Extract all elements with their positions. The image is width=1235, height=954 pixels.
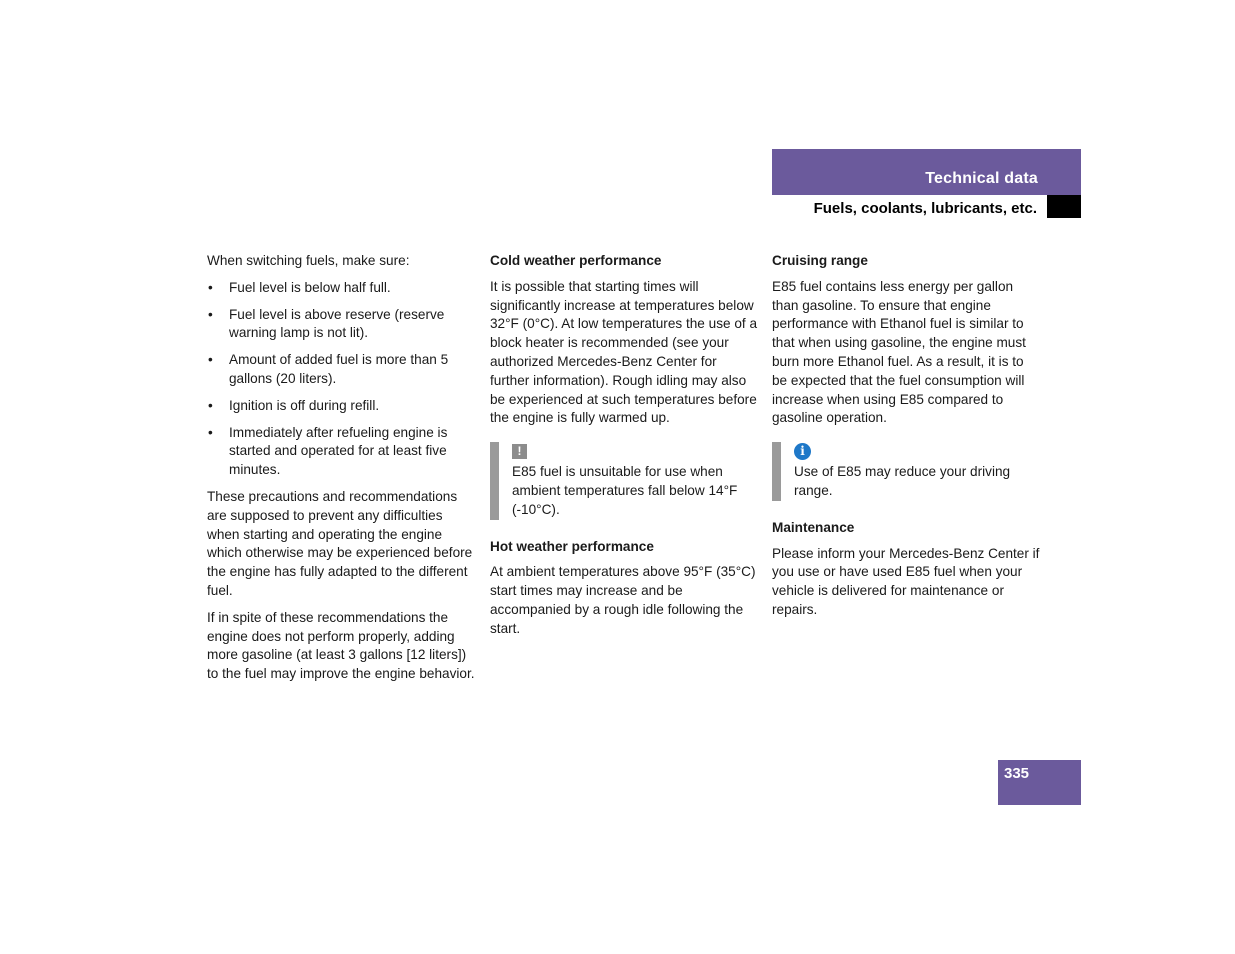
list-item: • Fuel level is above reserve (reserve warning lamp is not lit).	[207, 306, 477, 344]
intro-text: When switching fuels, make sure:	[207, 253, 410, 268]
warning-notice	[490, 442, 758, 519]
list-item: • Ignition is off during refill.	[207, 397, 477, 416]
info-icon: i	[794, 443, 811, 460]
column-left	[207, 252, 477, 692]
precautions-paragraph: These precautions and recommendations are supposed to prevent any difficulties when starting and operating the engine which otherwise may be experienced before the engine has fully adapted to the different fuel.	[207, 488, 473, 598]
hot-weather-text: At ambient temperatures above 95°F (35°C) start times may increase and be accompanied by a rough idle following the start.	[490, 564, 756, 636]
list-item: • Amount of added fuel is more than 5 gallons (20 liters).	[207, 351, 477, 389]
cruising-range-text: E85 fuel contains less energy per gallon than gasoline. To ensure that engine performance with Ethanol fuel is similar to that when using gasoline, the engine must burn more Ethanol fuel. As a result, it is to be expected that the fuel consumption will increase when using E85 compared to gasoline operation.	[772, 278, 1026, 426]
notice-bar	[490, 442, 499, 519]
section-tab-marker	[1047, 195, 1081, 218]
page-number: 335	[1004, 765, 1030, 782]
cold-weather-text: It is possible that starting times will significantly increase at temperatures below 32°F (0°C). At low temperatures the use of a block heater is recommended (see your authorized Mercedes-Benz Center for further information). Rough idling may also be experienced at such temperatures before the engine is fully warmed up.	[490, 278, 758, 426]
checklist	[207, 279, 477, 480]
warning-text: E85 fuel is unsuitable for use when ambient temperatures fall below 14°F (-10°C).	[512, 464, 738, 517]
page-number-box	[998, 760, 1081, 805]
cold-weather-heading: Cold weather performance	[490, 253, 662, 268]
section-title: Technical data	[925, 170, 1038, 187]
list-item: • Immediately after refueling engine is started and operated for at least five minutes.	[207, 424, 477, 480]
list-item: • Fuel level is below half full.	[207, 279, 477, 298]
maintenance-text: Please inform your Mercedes-Benz Center if you use or have used E85 fuel when your vehicle is delivered for maintenance or repairs.	[772, 545, 1040, 617]
column-right	[772, 252, 1040, 628]
gasoline-paragraph: If in spite of these recommendations the engine does not perform properly, adding more gasoline (at least 3 gallons [12 liters]) to the fuel may improve the engine behavior.	[207, 609, 475, 682]
notice-bar	[772, 442, 781, 501]
column-middle	[490, 252, 758, 647]
info-text: Use of E85 may reduce your driving range.	[794, 464, 1011, 498]
info-notice	[772, 442, 1040, 501]
cruising-range-heading: Cruising range	[772, 253, 868, 268]
hot-weather-heading: Hot weather performance	[490, 538, 654, 554]
maintenance-heading: Maintenance	[772, 519, 855, 535]
section-header-band	[772, 149, 1081, 195]
subsection-title: Fuels, coolants, lubricants, etc.	[813, 200, 1037, 217]
warning-icon: !	[512, 444, 527, 459]
